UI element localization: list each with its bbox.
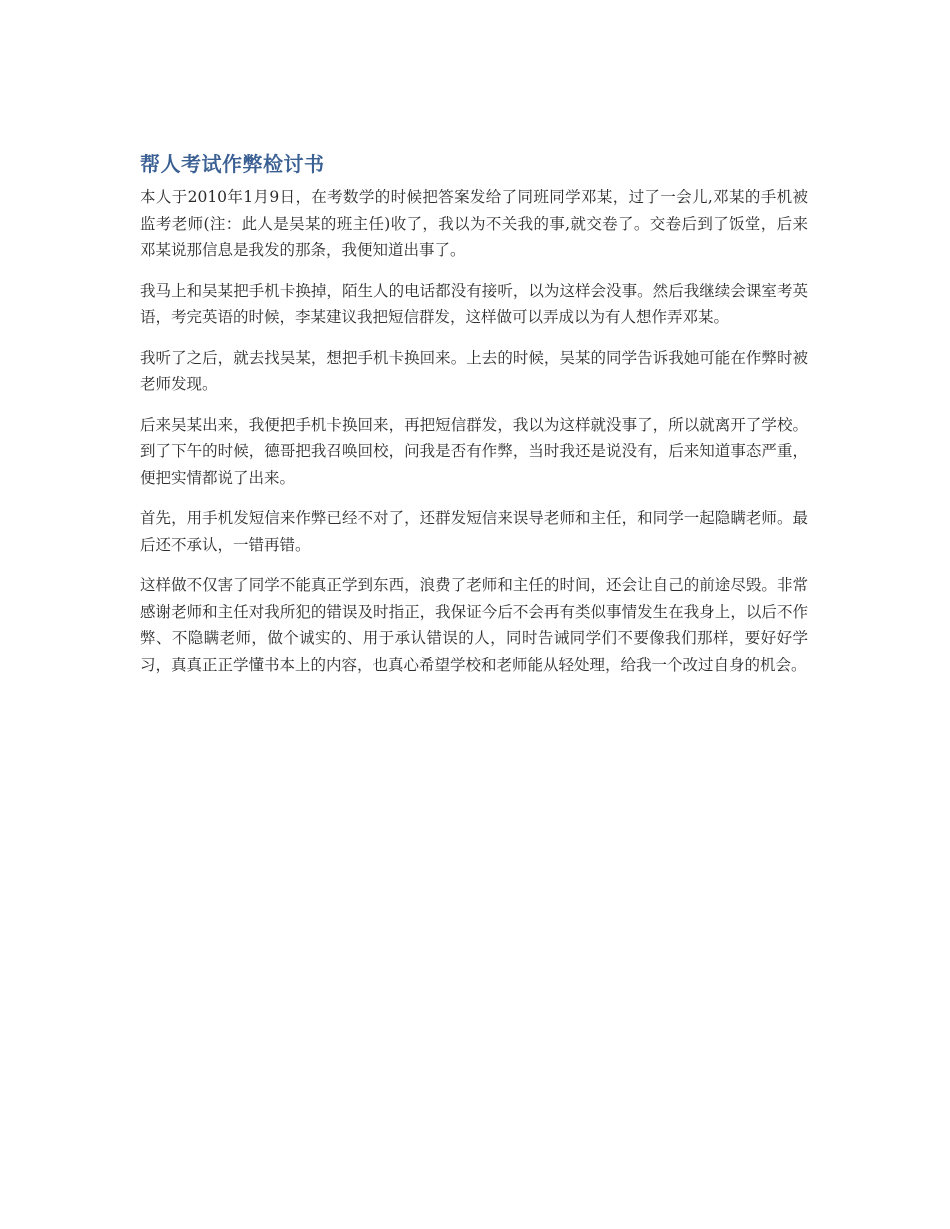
paragraph: 后来吴某出来，我便把手机卡换回来，再把短信群发，我以为这样就没事了，所以就离开了学校。到了下午的时候，德哥把我召唤回校，问我是否有作弊，当时我还是说没有，后来知道事态严重，便把实情都说了出来。 xyxy=(140,415,808,487)
paragraph: 本人于2010年1月9日，在考数学的时候把答案发给了同班同学邓某，过了一会儿,邓某的手机被监考老师(注：此人是吴某的班主任)收了，我以为不关我的事,就交卷了。交卷后到了饭堂，后来邓某说那信息是我发的那条，我便知道出事了。 xyxy=(140,188,808,259)
paragraph: 这样做不仅害了同学不能真正学到东西，浪费了老师和主任的时间，还会让自己的前途尽毁。非常感谢老师和主任对我所犯的错误及时指正，我保证今后不会再有类似事情发生在我身上，以后不作弊、不隐瞒老师，做个诚实的、用于承认错误的人，同时告诫同学们不要像我们那样，要好好学习，真真正正学懂书本上的内容，也真心希望学校和老师能从轻处理，给我一个改过自身的机会。 xyxy=(140,576,808,674)
document-body xyxy=(140,150,808,692)
paragraph: 我马上和吴某把手机卡换掉，陌生人的电话都没有接听，以为这样会没事。然后我继续会课室考英语，考完英语的时候，李某建议我把短信群发，这样做可以弄成以为有人想作弄邓某。 xyxy=(140,281,808,326)
paragraph: 首先，用手机发短信来作弊已经不对了，还群发短信来误导老师和主任，和同学一起隐瞒老师。最后还不承认，一错再错。 xyxy=(140,509,808,554)
paragraph: 我听了之后，就去找吴某，想把手机卡换回来。上去的时候，吴某的同学告诉我她可能在作弊时被老师发现。 xyxy=(140,348,808,393)
document-title: 帮人考试作弊检讨书 xyxy=(140,152,325,176)
